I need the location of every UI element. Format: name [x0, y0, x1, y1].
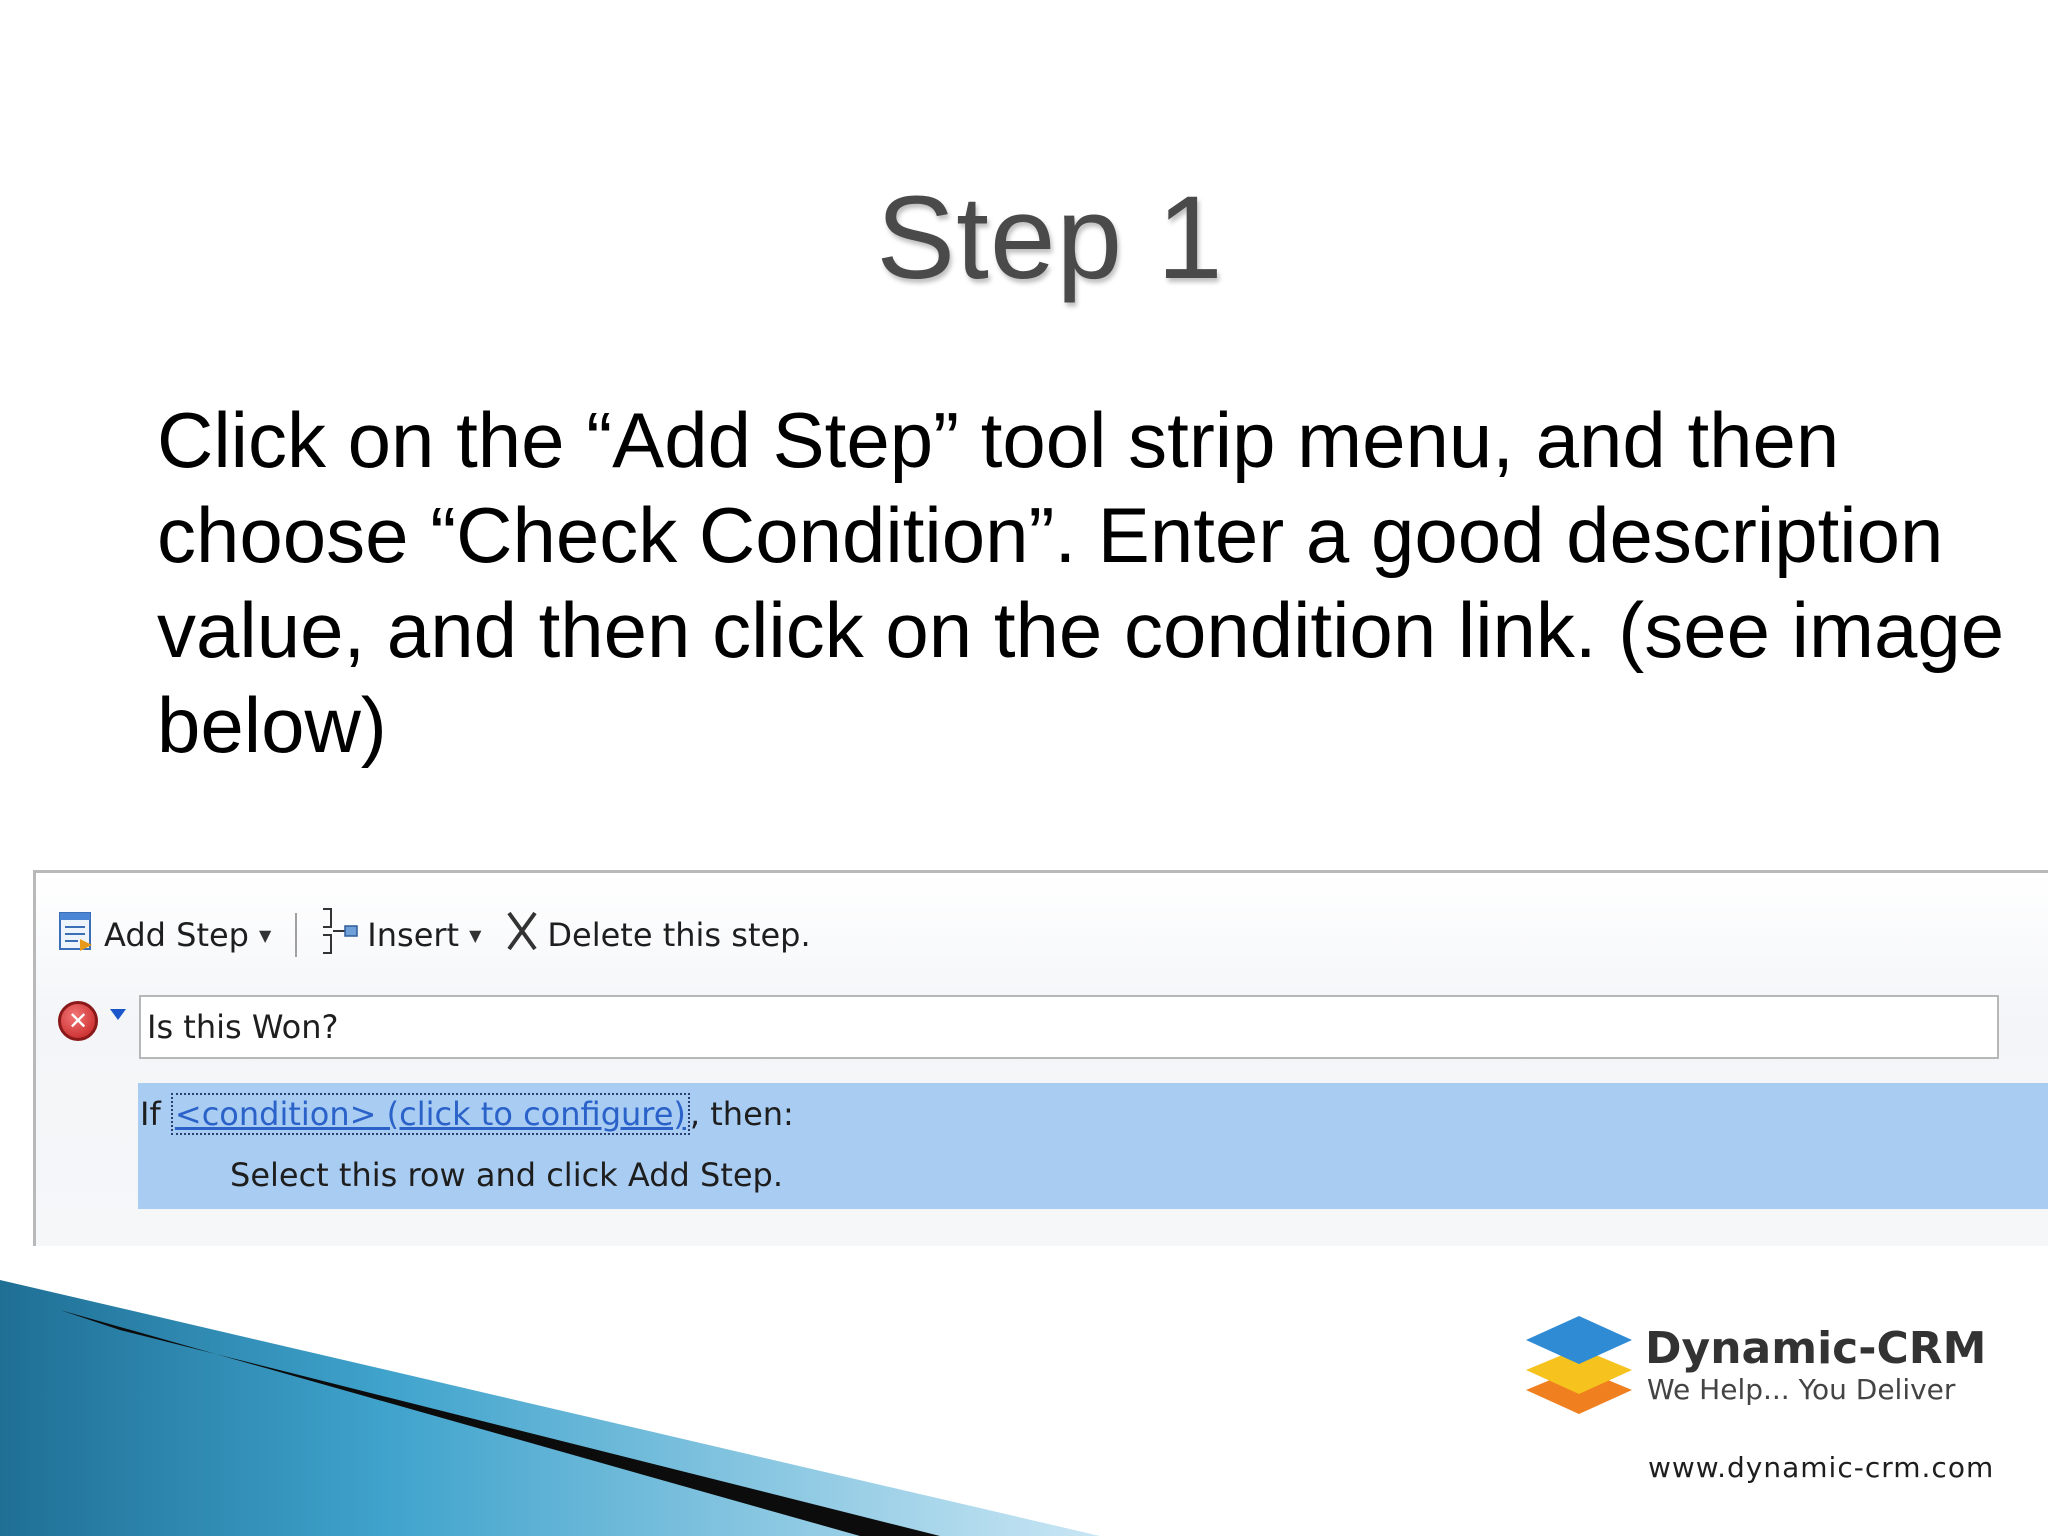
insert-icon — [319, 905, 359, 965]
decorative-wedge — [0, 1280, 1100, 1536]
add-step-icon — [58, 909, 96, 961]
add-step-hint[interactable]: Select this row and click Add Step. — [230, 1156, 784, 1194]
dynamic-crm-logo-icon — [1522, 1310, 1637, 1425]
chevron-down-icon: ▼ — [258, 925, 272, 945]
insert-label: Insert — [367, 916, 460, 954]
slide-title: Step 1 — [876, 172, 1224, 304]
then-label: , then: — [689, 1095, 794, 1133]
if-label: If — [140, 1095, 161, 1133]
toolbar-separator — [295, 913, 297, 957]
condition-line — [140, 1095, 794, 1133]
delete-step-button[interactable] — [505, 909, 810, 961]
dropdown-caret-icon[interactable] — [110, 1009, 126, 1020]
error-icon[interactable]: ✕ — [58, 1001, 98, 1041]
insert-button[interactable] — [319, 905, 481, 965]
toolbar — [58, 903, 835, 967]
website-url: www.dynamic-crm.com — [1648, 1451, 1995, 1484]
add-step-button[interactable] — [58, 909, 271, 961]
step-description-input[interactable] — [139, 995, 1999, 1059]
condition-row[interactable] — [138, 1083, 2048, 1209]
brand-tagline: We Help... You Deliver — [1647, 1373, 1956, 1406]
step-row — [58, 993, 2048, 1063]
delete-step-label: Delete this step. — [547, 916, 811, 954]
slide-body-text: Click on the “Add Step” tool strip menu, and then choose “Check Condition”. Enter a good description value, and then click on the condition link. (see image below) — [157, 396, 2005, 769]
workflow-editor-panel — [33, 870, 2048, 1246]
brand-name: Dynamic-CRM — [1645, 1323, 1987, 1374]
delete-x-icon — [505, 909, 539, 961]
chevron-down-icon: ▼ — [469, 925, 482, 945]
add-step-label: Add Step — [104, 916, 249, 954]
condition-link[interactable]: <condition> (click to configure) — [171, 1093, 690, 1135]
